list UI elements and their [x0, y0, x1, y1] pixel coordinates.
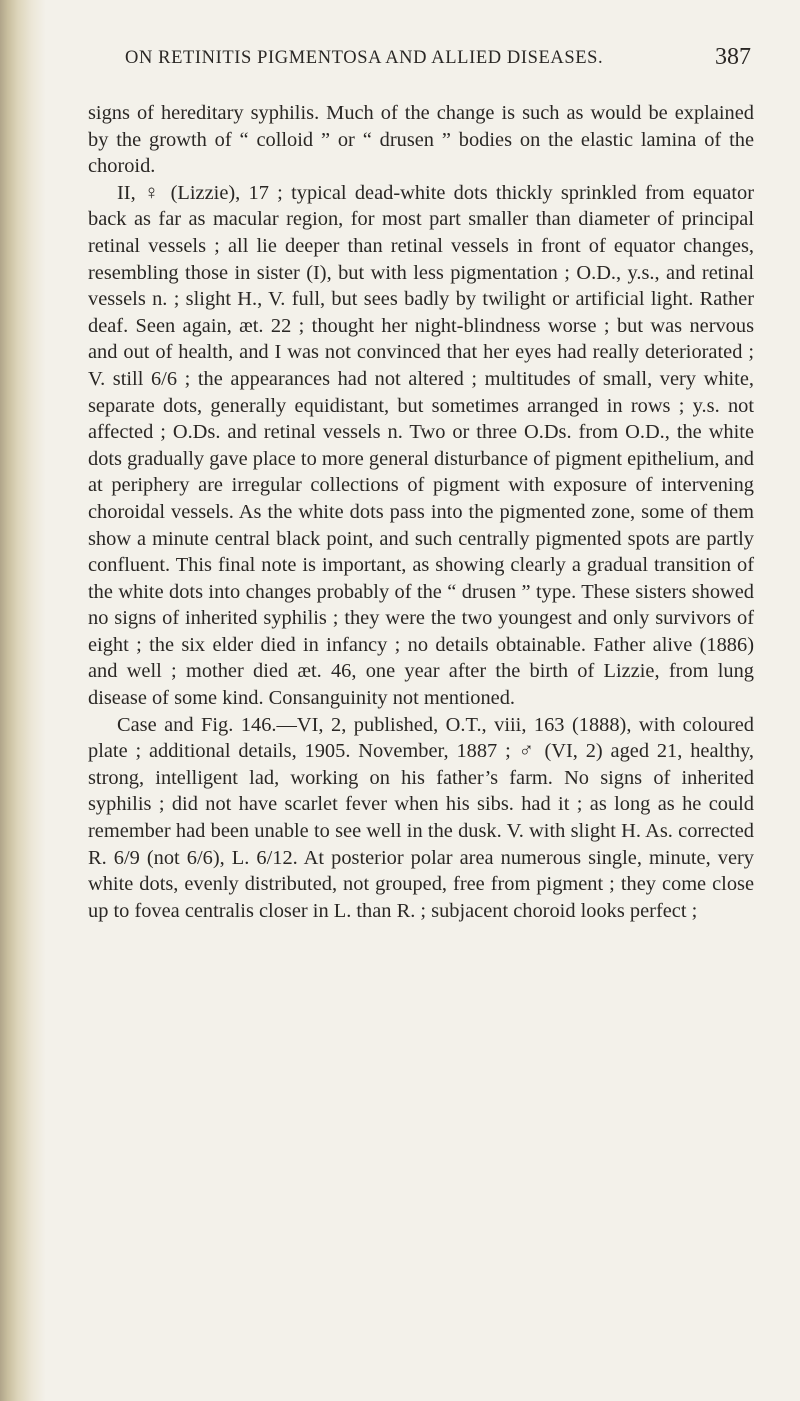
paragraph-case-fig-146: Case and Fig. 146.—VI, 2, published, O.T., viii, 163 (1888), with coloured plate ; additional details, 1905. November, 1887 ; ♂ (VI, 2) aged 21, healthy, strong, intelligent lad, working on his father’s farm. No signs of inherited syphilis ; did not have scarlet fever when his sibs. had it ; as long as he could remember had been unable to see well in the dusk. V. with slight H. As. corrected R. 6/9 (not 6/6), L. 6/12. At posterior polar area numerous single, minute, very white dots, evenly distributed, not grouped, free from pigment ; they come close up to fovea centralis closer in L. than R. ; subjacent choroid looks perfect ;	[88, 713, 754, 922]
body-text	[88, 100, 754, 924]
paragraph-continuation: signs of hereditary syphilis. Much of the change is such as would be explained by the growth of “ colloid ” or “ drusen ” bodies on the elastic lamina of the choroid.	[88, 102, 754, 178]
paragraph-case-ii: II, ♀ (Lizzie), 17 ; typical dead-white dots thickly sprinkled from equator back as far as macular region, for most part smaller than diameter of principal retinal vessels ; all lie deeper than retinal vessels in front of equator changes, resembling those in sister (I), but with less pigmentation ; O.D., y.s., and retinal vessels n. ; slight H., V. full, but sees badly by twilight or artificial light. Rather deaf. Seen again, æt. 22 ; thought her night-blindness worse ; but was nervous and out of health, and I was not convinced that her eyes had really deteriorated ; V. still 6/6 ; the appearances had not altered ; multitudes of small, very white, separate dots, generally equidistant, but sometimes arranged in rows ; y.s. not affected ; O.Ds. and retinal vessels n. Two or three O.Ds. from O.D., the white dots gradually gave place to more general disturbance of pigment epithelium, and at periphery are irregular collections of pigment with exposure of intervening choroidal vessels. As the white dots pass into the pigmented zone, some of them show a minute central black point, and such centrally pigmented spots are partly confluent. This final note is important, as showing clearly a gradual transition of the white dots into changes probably of the “ drusen ” type. These sisters showed no signs of inherited syphilis ; they were the two youngest and only survivors of eight ; the six elder died in infancy ; no details obtainable. Father alive (1886) and well ; mother died æt. 46, one year after the birth of Lizzie, from lung disease of some kind. Consanguinity not mentioned.	[88, 181, 754, 710]
running-head: ON RETINITIS PIGMENTOSA AND ALLIED DISEASES.	[125, 48, 604, 68]
page-number: 387	[715, 44, 751, 70]
